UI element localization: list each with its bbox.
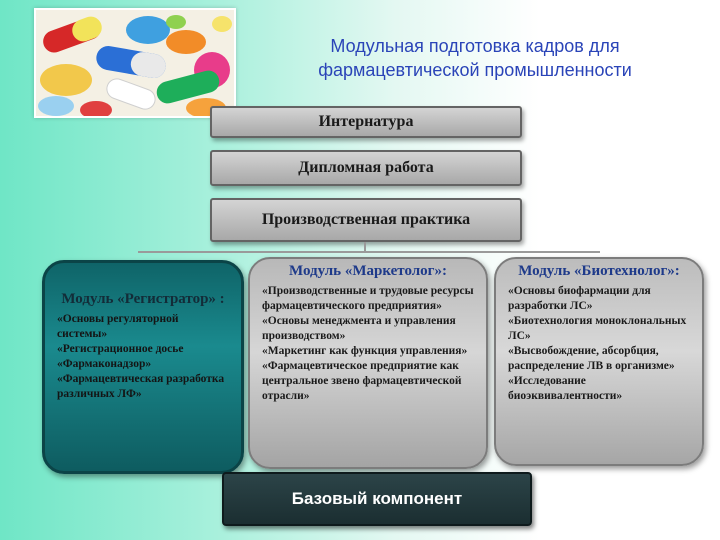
pills-photo [34,8,236,118]
title-line-1: Модульная подготовка кадров для [330,36,620,56]
list-item: «Фармаконадзор» [57,358,152,370]
list-item: «Высвобождение, абсорбция, распределение ЛВ в организме» [508,345,675,372]
module-registrar-title: Модуль «Регистратор» : [61,291,225,307]
list-item: «Регистрационное досье [57,343,184,355]
module-marketer [248,257,488,469]
list-item: «Основы регуляторной системы» [57,313,179,340]
base-component-label: Базовый компонент [291,489,463,508]
module-registrar [42,260,244,474]
list-item: «Биотехнология моноклональных ЛС» [508,315,687,342]
list-item: «Маркетинг как функция управления» [262,345,468,357]
diploma-bar [210,150,522,186]
list-item: «Исследование биоэквивалентности» [508,375,623,402]
module-marketer-list [250,284,486,404]
list-item: «Основы биофармации для разработки ЛС» [508,285,651,312]
diploma-label: Дипломная работа [298,159,434,176]
module-biotechnologist [494,257,704,466]
list-item: «Основы менеджмента и управления производством» [262,315,456,342]
base-component-bar [222,472,532,526]
list-item: «Фармацевтическая разработка различных ЛФ» [57,373,225,400]
list-item: «Производственные и трудовые ресурсы фармацевтического предприятия» [262,285,474,312]
connector-line [138,251,600,253]
module-marketer-title: Модуль «Маркетолог»: [289,263,447,279]
module-biotechnologist-title: Модуль «Биотехнолог»: [518,263,680,279]
internship-bar [210,106,522,138]
title-line-2: фармацевтической промышленности [318,60,632,80]
pills-image [36,10,234,116]
practice-label: Производственная практика [261,211,471,228]
module-registrar-list [45,312,241,402]
module-biotechnologist-list [496,284,702,404]
internship-label: Интернатура [318,113,414,130]
list-item: «Фармацевтическое предприятие как центральное звено фармацевтической отрасли» [262,360,462,402]
page-title [250,34,700,82]
practice-bar [210,198,522,242]
connector-stem [364,242,366,252]
